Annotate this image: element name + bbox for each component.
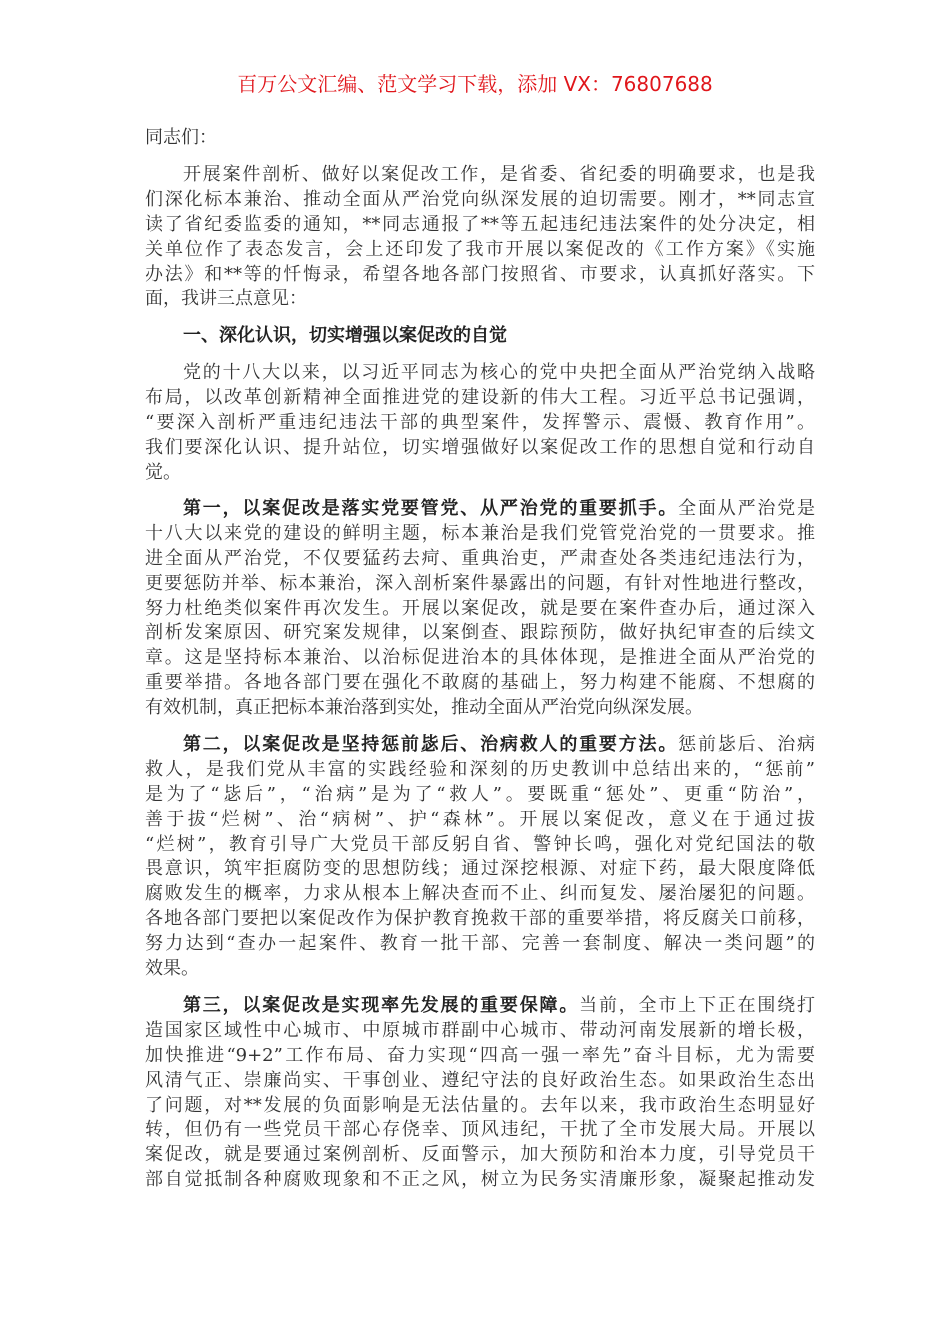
line-text: 效果。 bbox=[145, 958, 199, 980]
line-text: 开展案件剖析、做好以案促改工作，是省委、省纪委的明确要求，也是我 bbox=[183, 164, 815, 185]
line-text: 各地各部门要把以案促改作为保护教育挽救干部的重要举措，将反腐关口前移， bbox=[145, 908, 815, 930]
line-text: 读了省纪委监委的通知，**同志通报了**等五起违纪违法案件的处分决定，相 bbox=[145, 213, 815, 235]
line-text: 善于拔“烂树”、治“病树”、护“森林”。开展以案促改，意义在于通过拔 bbox=[145, 808, 815, 830]
text-line bbox=[145, 882, 815, 907]
line-text: 面，我讲三点意见： bbox=[145, 288, 307, 310]
text-line bbox=[145, 213, 815, 238]
text-line bbox=[145, 1069, 815, 1094]
line-text: 布局，以改革创新精神全面推进党的建设新的伟大工程。习近平总书记强调， bbox=[145, 386, 815, 408]
text-line bbox=[145, 461, 815, 486]
text-line bbox=[145, 1044, 815, 1069]
text-line bbox=[145, 1118, 815, 1143]
text-line bbox=[145, 733, 815, 758]
line-text: 关单位作了表态发言，会上还印发了我市开展以案促改的《工作方案》《实施 bbox=[145, 238, 815, 260]
line-text: 章。这是坚持标本兼治、以治标促进治本的具体体现，是推进全面从严治党的 bbox=[145, 647, 815, 669]
text-line bbox=[145, 1143, 815, 1168]
paragraph-point-three bbox=[145, 994, 815, 1193]
text-line bbox=[145, 361, 815, 386]
text-line bbox=[145, 597, 815, 622]
line-text: 是为了“毖后”，“治病”是为了“救人”。要既重“惩处”、更重“防治”， bbox=[145, 783, 815, 805]
text-line bbox=[145, 857, 815, 882]
line-text: 加快推进“9+2”工作布局、奋力实现“四高一强一率先”奋斗目标，尤为需要 bbox=[145, 1044, 815, 1066]
text-line bbox=[145, 436, 815, 461]
line-text: “烂树”，教育引导广大党员干部反躬自省、警钟长鸣，强化对党纪国法的敬 bbox=[145, 833, 815, 855]
text-line bbox=[145, 994, 815, 1019]
text-line bbox=[145, 833, 815, 858]
line-text: 十八大以来党的建设的鲜明主题，标本兼治是我们党管党治党的一贯要求。推 bbox=[145, 522, 815, 544]
paragraph-intro bbox=[145, 163, 815, 312]
paragraph-section-intro bbox=[145, 361, 815, 485]
line-text: 全面从严治党是 bbox=[678, 498, 816, 519]
line-text: 我们要深化认识、提升站位，切实增强做好以案促改工作的思想自觉和行动自 bbox=[145, 436, 815, 458]
text-line bbox=[145, 696, 815, 721]
line-text: 觉。 bbox=[145, 461, 181, 483]
line-text: 惩前毖后、治病 bbox=[678, 734, 816, 755]
bold-lead: 第二，以案促改是坚持惩前毖后、治病救人的重要方法。 bbox=[183, 734, 679, 755]
line-text: 更要惩防并举、标本兼治，深入剖析案件暴露出的问题，有针对性地进行整改， bbox=[145, 572, 815, 594]
text-line bbox=[145, 1019, 815, 1044]
line-text: 重要举措。各地各部门要在强化不敢腐的基础上，努力构建不能腐、不想腐的 bbox=[145, 672, 815, 694]
text-line bbox=[145, 621, 815, 646]
text-line bbox=[145, 932, 815, 957]
text-line bbox=[145, 1094, 815, 1119]
text-line bbox=[145, 163, 815, 188]
text-line bbox=[145, 238, 815, 263]
line-text: 努力达到“查办一起案件、教育一批干部、完善一套制度、解决一类问题”的 bbox=[145, 933, 815, 955]
line-text: 努力杜绝类似案件再次发生。开展以案促改，就是要在案件查办后，通过深入 bbox=[145, 597, 815, 619]
text-line bbox=[145, 263, 815, 288]
text-line bbox=[145, 808, 815, 833]
line-text: 转，但仍有一些党员干部心存侥幸、顶风违纪，干扰了全市发展大局。开展以 bbox=[145, 1119, 815, 1141]
line-text: 造国家区域性中心城市、中原城市群副中心城市、带动河南发展新的增长极， bbox=[145, 1019, 815, 1041]
bold-lead: 第一，以案促改是落实党要管党、从严治党的重要抓手。 bbox=[183, 498, 679, 519]
text-line bbox=[145, 411, 815, 436]
text-line bbox=[145, 547, 815, 572]
text-line bbox=[145, 188, 815, 213]
watermark-banner: 百万公文汇编、范文学习下载，添加 VX：76807688 bbox=[237, 72, 713, 96]
text-line bbox=[145, 783, 815, 808]
section-heading: 一、深化认识，切实增强以案促改的自觉 bbox=[183, 325, 507, 346]
line-text: 畏意识，筑牢拒腐防变的思想防线；通过深挖根源、对症下药，最大限度降低 bbox=[145, 858, 815, 880]
line-text: 风清气正、崇廉尚实、干事创业、遵纪守法的良好政治生态。如果政治生态出 bbox=[145, 1069, 815, 1091]
line-text: 有效机制，真正把标本兼治落到实处，推动全面从严治党向纵深发展。 bbox=[145, 697, 703, 719]
paragraph-point-two bbox=[145, 733, 815, 982]
line-text: 们深化标本兼治、推动全面从严治党向纵深发展的迫切需要。刚才，**同志宣 bbox=[145, 188, 815, 210]
paragraph-point-one bbox=[145, 497, 815, 721]
line-text: 剖析发案原因、研究案发规律，以案倒查、跟踪预防，做好执纪审查的后续文 bbox=[145, 622, 815, 644]
line-text: 当前，全市上下正在围绕打 bbox=[579, 995, 816, 1016]
line-text: 部自觉抵制各种腐败现象和不正之风，树立为民务实清廉形象，凝聚起推动发 bbox=[145, 1169, 815, 1191]
text-line bbox=[145, 522, 815, 547]
line-text: 了问题，对**发展的负面影响是无法估量的。去年以来，我市政治生态明显好 bbox=[145, 1094, 815, 1116]
text-line bbox=[145, 386, 815, 411]
line-text: 党的十八大以来，以习近平同志为核心的党中央把全面从严治党纳入战略 bbox=[183, 362, 815, 383]
line-text: “要深入剖析严重违纪违法干部的典型案件，发挥警示、震慑、教育作用”。 bbox=[145, 411, 815, 433]
text-line bbox=[145, 572, 815, 597]
text-line bbox=[145, 671, 815, 696]
text-line bbox=[145, 287, 815, 312]
text-line bbox=[145, 758, 815, 783]
line-text: 办法》和**等的忏悔录，希望各地各部门按照省、市要求，认真抓好落实。下 bbox=[145, 263, 815, 285]
line-text: 进全面从严治党，不仅要猛药去疴、重典治吏，严肃查处各类违纪违法行为， bbox=[145, 547, 815, 569]
text-line bbox=[145, 646, 815, 671]
text-line bbox=[145, 907, 815, 932]
line-text: 腐败发生的概率，力求从根本上解决查而不止、纠而复发、屡治屡犯的问题。 bbox=[145, 883, 815, 905]
text-line bbox=[145, 1168, 815, 1193]
text-line bbox=[145, 957, 815, 982]
text-line bbox=[145, 497, 815, 522]
line-text: 救人，是我们党从丰富的实践经验和深刻的历史教训中总结出来的，“惩前” bbox=[145, 758, 815, 780]
greeting: 同志们： bbox=[145, 127, 217, 148]
line-text: 案促改，就是要通过案例剖析、反面警示，加大预防和治本力度，引导党员干 bbox=[145, 1144, 815, 1166]
bold-lead: 第三，以案促改是实现率先发展的重要保障。 bbox=[183, 995, 580, 1016]
